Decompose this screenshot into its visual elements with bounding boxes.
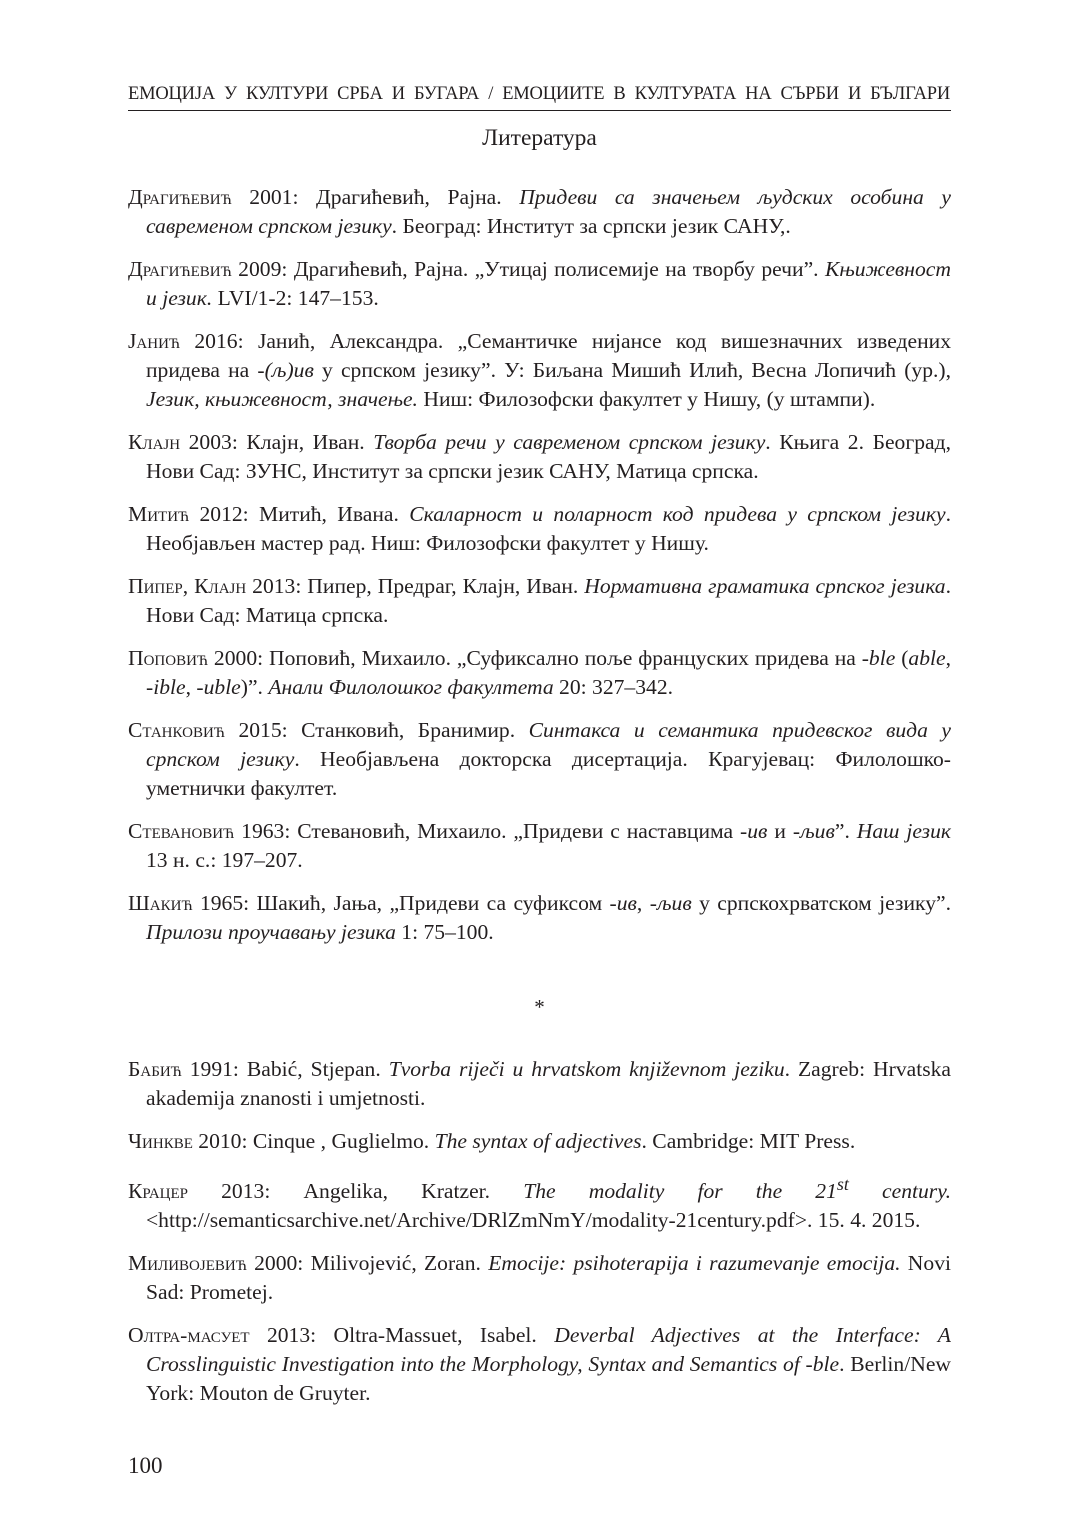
reference-text: Митић, Ивана. [248, 502, 410, 526]
reference-title: Emocije: psihoterapija i razumevanje emocija. [488, 1251, 901, 1276]
reference-entry [128, 1055, 951, 1113]
reference-key: Бабић 1991: [128, 1057, 239, 1081]
reference-suffix: able [908, 646, 946, 670]
reference-entry [128, 1321, 951, 1408]
reference-suffix: uble [203, 675, 241, 699]
reference-text: 13 н. с.: 197–207. [146, 848, 303, 872]
reference-text: Milivojević, Zoran. [303, 1251, 489, 1276]
reference-text: . Необјављена докторска дисертација. Крагујевац: Филолошко-уметнички факултет. [146, 747, 951, 800]
reference-text: и - [767, 819, 801, 843]
reference-text: Јанић, Александра. „Семантичке нијансе код вишезначних изведених придева на [146, 329, 951, 382]
reference-text: Клајн, Иван. [237, 430, 374, 454]
reference-key: Клајн 2003: [128, 430, 238, 454]
reference-text: Стевановић, Михаило. „Придеви с наставцима - [290, 819, 748, 843]
reference-text: Драгићевић, Рајна. „Утицај полисемије на творбу речи”. [287, 257, 826, 281]
reference-text: LVI/1-2: 147–153. [212, 286, 379, 310]
reference-suffix: ив [616, 891, 637, 915]
reference-suffix: љив [800, 819, 835, 843]
reference-text: ”. [834, 819, 857, 843]
reference-key: Чинкве 2010: [128, 1129, 248, 1153]
reference-entry [128, 644, 951, 702]
reference-text: Babić, Stjepan. [238, 1057, 389, 1081]
reference-text: 20: 327–342. [553, 675, 674, 699]
reference-title: Језик, књижевност, значење. [146, 387, 418, 411]
reference-text: Oltra-Massuet, Isabel. [316, 1323, 555, 1348]
reference-key: Драгићевић 2001: [128, 185, 299, 209]
reference-entry [128, 255, 951, 313]
reference-suffix: -(љ)ив [257, 358, 314, 382]
reference-title: Књижевност и језик. [146, 257, 951, 310]
section-title: Литература [482, 125, 597, 151]
reference-title: Нормативна граматика српског језика [584, 574, 946, 598]
reference-text: Novi Sad: Prometej. [146, 1251, 951, 1305]
reference-title: Наш језик [856, 819, 951, 843]
superscript: st [836, 1174, 849, 1194]
reference-title: century. [848, 1179, 951, 1204]
reference-key: Олтра-масует 2013: [128, 1323, 317, 1348]
reference-text: )”. [240, 675, 269, 699]
reference-text: Драгићевић, Рајна. [298, 185, 520, 209]
reference-suffix: љив [656, 891, 692, 915]
reference-text: Шакић, Јања, „Придеви са суфиксом - [249, 891, 617, 915]
reference-key: Станковић 2015: [128, 718, 288, 742]
reference-key: Крацер 2013: [128, 1179, 271, 1204]
reference-title: Творба речи у савременом српском језику [373, 430, 766, 454]
reference-key: Митић 2012: [128, 502, 249, 526]
reference-url-text: <http://semanticsarchive.net/Archive/DRlZmNmY/modality-21century.pdf>. 15. 4. 2015. [146, 1208, 921, 1233]
header-rule [128, 110, 951, 111]
reference-title: Придеви са значењем људских особина у савременом српском језику [146, 185, 952, 238]
reference-suffix: ив [747, 819, 768, 843]
reference-entry [128, 428, 951, 486]
reference-entry [128, 327, 951, 414]
reference-key: Јанић 2016: [128, 329, 244, 353]
reference-text: , - [185, 675, 204, 699]
reference-title: Прилози проучавању језика [146, 920, 396, 944]
reference-text: . Cambridge: MIT Press. [641, 1129, 856, 1153]
reference-entry [128, 889, 951, 947]
reference-key: Миливојевић 2000: [128, 1251, 304, 1276]
reference-title: Скаларност и поларност код придева у српском језику [409, 502, 946, 526]
reference-key: Пипер, Клајн 2013: [128, 574, 302, 598]
section-separator: * [534, 995, 545, 1019]
reference-text: Поповић, Михаило. „Суфиксално поље француских придева на [263, 646, 862, 670]
reference-entry [128, 1127, 951, 1156]
reference-text: , - [636, 891, 657, 915]
reference-text: ( [895, 646, 909, 670]
reference-text: Ниш: Филозофски факултет у Нишу, (у штампи). [417, 387, 876, 411]
reference-text: Пипер, Предраг, Клајн, Иван. [301, 574, 585, 598]
reference-text: Станковић, Бранимир. [287, 718, 529, 742]
reference-text: Cinque , Guglielmo. [247, 1129, 435, 1153]
reference-text: . Нови Сад: Матица српска. [146, 574, 951, 627]
reference-text: у српском језику”. У: Биљана Мишић Илић, Весна Лопичић (ур.), [313, 358, 951, 382]
reference-entry [128, 817, 951, 875]
reference-text: . Књига 2. Београд, Нови Сад: ЗУНС, Институт за српски језик САНУ, Матица српска. [146, 430, 951, 483]
reference-key: Шакић 1965: [128, 891, 250, 915]
running-head: ЕМОЦИЈА У КУЛТУРИ СРБА И БУГАРА / ЕМОЦИИТЕ В КУЛТУРАТА НА СЪРБИ И БЪЛГАРИ [128, 84, 950, 104]
reference-text: Angelika, Kratzer. [270, 1179, 524, 1204]
reference-text: . Београд: Институт за српски језик САНУ,. [391, 214, 791, 238]
reference-title: Deverbal Adjectives at the Interface: A Crosslinguistic Investigation into the Morphology, Syntax and Semantics of -ble [146, 1323, 951, 1377]
reference-title: Tvorba riječi u hrvatskom književnom jeziku [388, 1057, 785, 1081]
reference-text: . Berlin/New York: Mouton de Gruyter. [146, 1352, 952, 1406]
reference-title: The syntax of adjectives [434, 1129, 642, 1153]
reference-title: Анали Филолошког факултета [268, 675, 554, 699]
reference-text: , - [146, 646, 951, 699]
reference-entry [128, 1249, 951, 1307]
reference-suffix: -ble [861, 646, 896, 670]
reference-text: 1: 75–100. [395, 920, 494, 944]
reference-list-foreign [128, 1055, 951, 1422]
page-number: 100 [128, 1453, 163, 1478]
reference-entry [128, 572, 951, 630]
reference-title: The modality for the 21 [523, 1179, 837, 1204]
reference-entry [128, 1170, 951, 1235]
reference-text: . Zagreb: Hrvatska akademija znanosti i umjetnosti. [146, 1057, 951, 1110]
reference-key: Стевановић 1963: [128, 819, 291, 843]
reference-entry [128, 183, 951, 241]
reference-list-serbian [128, 183, 951, 961]
reference-key: Драгићевић 2009: [128, 257, 288, 281]
reference-title: Синтакса и семантика придевског вида у српском језику [146, 718, 951, 771]
reference-entry [128, 500, 951, 558]
reference-text: . Необјављен мастер рад. Ниш: Филозофски факултет у Нишу. [146, 502, 952, 555]
reference-entry [128, 716, 951, 803]
reference-key: Поповић 2000: [128, 646, 264, 670]
reference-text: у српскохрватском језику”. [691, 891, 951, 915]
reference-suffix: ible [153, 675, 186, 699]
